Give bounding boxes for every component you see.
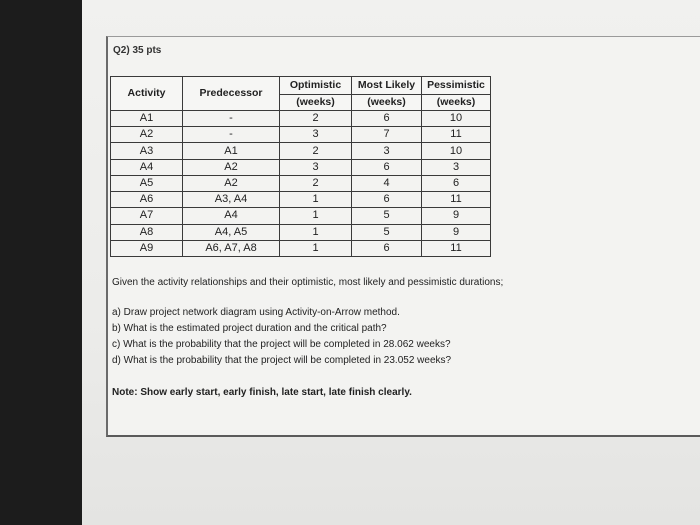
cell-activity: A9 [111, 240, 183, 256]
cell-pessimistic: 10 [422, 111, 491, 127]
cell-predecessor: A2 [183, 175, 280, 191]
cell-predecessor: A4 [183, 208, 280, 224]
table-row [111, 111, 491, 127]
cell-optimistic: 1 [280, 208, 352, 224]
table-row [111, 208, 491, 224]
cell-most-likely: 5 [352, 208, 422, 224]
cell-pessimistic: 11 [422, 127, 491, 143]
cell-optimistic: 2 [280, 175, 352, 191]
question-d: d) What is the probability that the project will be completed in 23.052 weeks? [112, 355, 452, 366]
question-b: b) What is the estimated project duration and the critical path? [112, 323, 387, 334]
header-optimistic-unit: (weeks) [280, 95, 352, 111]
header-pessimistic-unit: (weeks) [422, 95, 491, 111]
cell-activity: A7 [111, 208, 183, 224]
cell-most-likely: 7 [352, 127, 422, 143]
cell-activity: A6 [111, 192, 183, 208]
table-row [111, 192, 491, 208]
cell-pessimistic: 11 [422, 240, 491, 256]
question-c: c) What is the probability that the project will be completed in 28.062 weeks? [112, 339, 451, 350]
question-a: a) Draw project network diagram using Activity-on-Arrow method. [112, 307, 400, 318]
cell-predecessor: A1 [183, 143, 280, 159]
header-pessimistic: Pessimistic [422, 77, 491, 95]
cell-predecessor: - [183, 111, 280, 127]
table-row [111, 127, 491, 143]
cell-predecessor: A6, A7, A8 [183, 240, 280, 256]
cell-pessimistic: 3 [422, 159, 491, 175]
cell-pessimistic: 10 [422, 143, 491, 159]
cell-predecessor: A3, A4 [183, 192, 280, 208]
cell-most-likely: 6 [352, 159, 422, 175]
table-row [111, 159, 491, 175]
cell-activity: A4 [111, 159, 183, 175]
cell-activity: A2 [111, 127, 183, 143]
cell-optimistic: 2 [280, 111, 352, 127]
cell-most-likely: 5 [352, 224, 422, 240]
cell-most-likely: 6 [352, 111, 422, 127]
cell-activity: A1 [111, 111, 183, 127]
cell-pessimistic: 9 [422, 208, 491, 224]
cell-optimistic: 1 [280, 192, 352, 208]
cell-pessimistic: 9 [422, 224, 491, 240]
cell-predecessor: - [183, 127, 280, 143]
cell-most-likely: 6 [352, 240, 422, 256]
cell-activity: A3 [111, 143, 183, 159]
table-row [111, 240, 491, 256]
cell-activity: A8 [111, 224, 183, 240]
cell-pessimistic: 6 [422, 175, 491, 191]
intro-text: Given the activity relationships and their optimistic, most likely and pessimistic durations; [112, 277, 504, 288]
header-optimistic: Optimistic [280, 77, 352, 95]
cell-optimistic: 3 [280, 159, 352, 175]
note-text: Note: Show early start, early finish, late start, late finish clearly. [112, 387, 412, 398]
header-activity: Activity [111, 77, 183, 111]
cell-pessimistic: 11 [422, 192, 491, 208]
cell-predecessor: A2 [183, 159, 280, 175]
cell-optimistic: 1 [280, 224, 352, 240]
cell-activity: A5 [111, 175, 183, 191]
cell-optimistic: 2 [280, 143, 352, 159]
header-predecessor: Predecessor [183, 77, 280, 111]
header-most-likely-unit: (weeks) [352, 95, 422, 111]
cell-most-likely: 3 [352, 143, 422, 159]
question-label: Q2) 35 pts [113, 45, 162, 56]
table-row [111, 175, 491, 191]
cell-optimistic: 3 [280, 127, 352, 143]
activity-table [110, 76, 491, 257]
cell-most-likely: 4 [352, 175, 422, 191]
cell-optimistic: 1 [280, 240, 352, 256]
table-row [111, 224, 491, 240]
cell-predecessor: A4, A5 [183, 224, 280, 240]
table-row [111, 143, 491, 159]
header-most-likely: Most Likely [352, 77, 422, 95]
cell-most-likely: 6 [352, 192, 422, 208]
